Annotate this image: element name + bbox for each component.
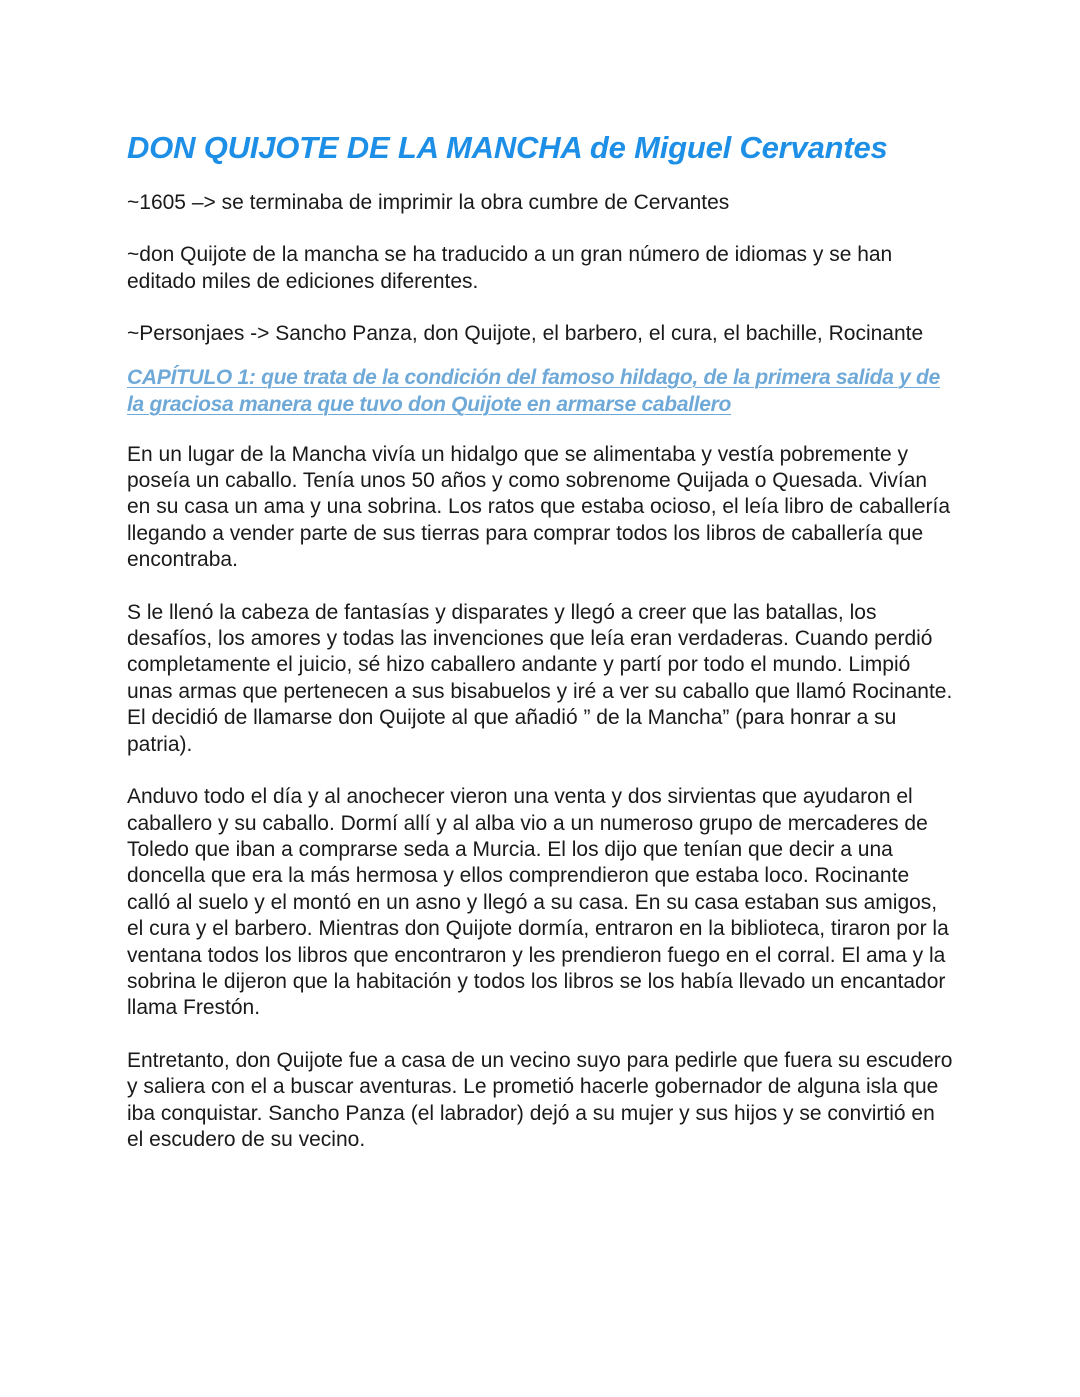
body-paragraph: En un lugar de la Mancha vivía un hidalgo que se alimentaba y vestía pobremente y poseía un caballo. Tenía unos 50 años y como sobrenome Quijada o Quesada. Vivían en su casa un ama y una sobrina. Los ratos que estaba ocioso, el leía libro de caballería llegando a vender parte de sus tierras para comprar todos los libros de caballería que encontraba. — [127, 442, 951, 572]
document-page — [127, 126, 953, 1179]
body-paragraph: Anduvo todo el día y al anochecer vieron una venta y dos sirvientas que ayudaron el caballero y su caballo. Dormí allí y al alba vio a un numeroso grupo de mercaderes de Toledo que iban a comprarse seda a Murcia. El los dijo que tenían que decir a una doncella que era la más hermosa y ellos comprendieron que estaba loco. Rocinante calló al suelo y el montó en un asno y llegó a su casa. En su casa estaban sus amigos, el cura y el barbero. Mientras don Quijote dormía, entraron en la biblioteca, tiraron por la ventana todos los libros que encontraron y les prendieron fuego en el corral. El ama y la sobrina le dijeron que la habitación y todos los libros se los había llevado un encantador llama Frestón. — [127, 785, 949, 1020]
chapter-heading[interactable]: CAPÍTULO 1: que trata de la condición del famoso hildago, de la primera salida y de la graciosa manera que tuvo don Quijote en armarse caballero — [127, 365, 940, 416]
intro-line-date: ~1605 –> se terminaba de imprimir la obra cumbre de Cervantes — [127, 191, 730, 214]
body-paragraph: S le llenó la cabeza de fantasías y disparates y llegó a creer que las batallas, los desafíos, los amores y todas las invenciones que leía eran verdaderas. Cuando perdió completamente el juicio, sé hizo caballero andante y partí por todo el mundo. Limpió unas armas que pertenecen a sus bisabuelos y iré a ver su caballo que llamó Rocinante. El decidió de llamarse don Quijote al que añadió ” de la Mancha” (para honrar a su patria). — [127, 600, 953, 756]
document-title: DON QUIJOTE DE LA MANCHA de Miguel Cervantes — [127, 130, 888, 165]
body-paragraph: Entretanto, don Quijote fue a casa de un vecino suyo para pedirle que fuera su escudero y saliera con el a buscar aventuras. Le prometió hacerle gobernador de alguna isla que iba conquistar. Sancho Panza (el labrador) dejó a su mujer y sus hijos y se convirtió en el escudero de su vecino. — [127, 1048, 953, 1151]
intro-line-translations: ~don Quijote de la mancha se ha traducido a un gran número de idiomas y se han editado miles de ediciones diferentes. — [127, 243, 893, 293]
intro-line-characters: ~Personjaes -> Sancho Panza, don Quijote, el barbero, el cura, el bachille, Rocinante — [127, 322, 924, 346]
